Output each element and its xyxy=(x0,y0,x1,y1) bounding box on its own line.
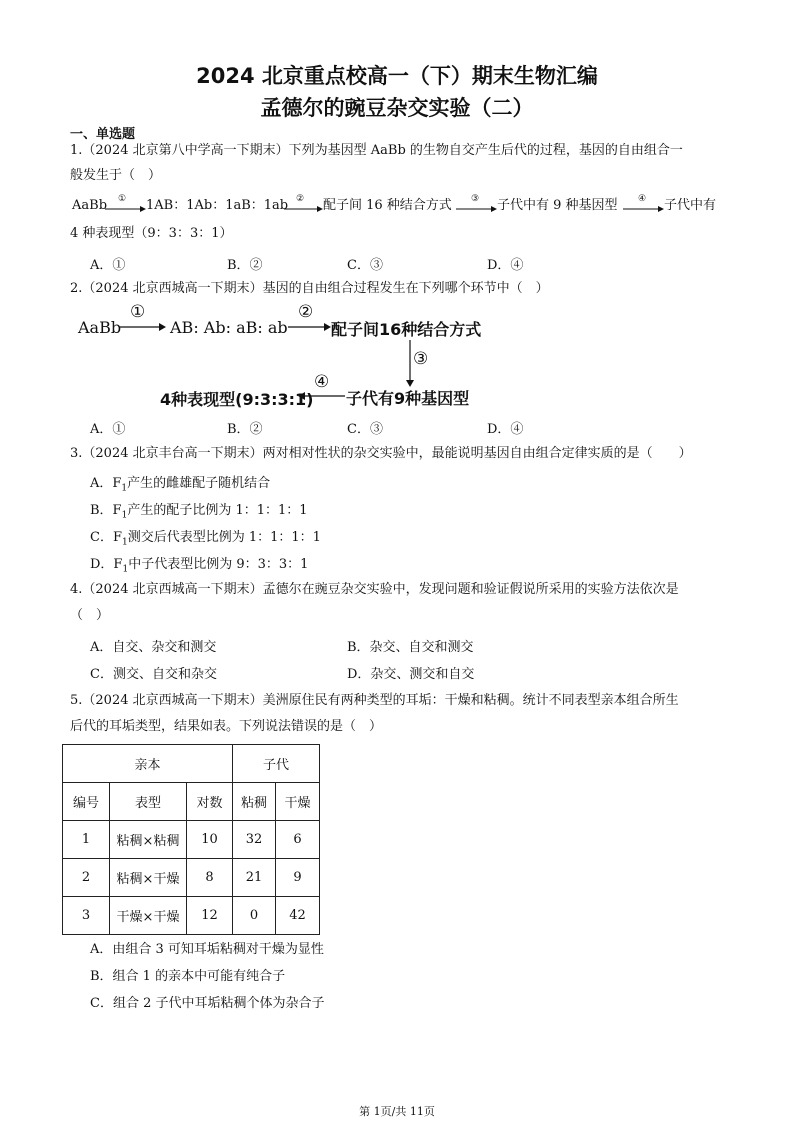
table-cell: 2 xyxy=(63,859,110,897)
table-row xyxy=(63,821,320,859)
q1-flow-phenotypes-head: 子代中有 xyxy=(664,198,717,213)
q2-genotypes: 子代有9种基因型 xyxy=(346,389,470,408)
page-footer: 第 1页/共 11页 xyxy=(359,1105,435,1118)
q1-stem-line2: 般发生于（ ） xyxy=(70,168,162,183)
table-cell: 10 xyxy=(187,821,233,859)
q5-stem-line1: 5.（2024 北京西城高一下期末）美洲原住民有两种类型的耳垢：干燥和粘稠。统计不同表型亲本组合所生 xyxy=(70,693,679,708)
q3-option-c-text: 测交后代表型比例为 1：1：1：1 xyxy=(127,530,321,545)
table-col-header: 干燥 xyxy=(276,783,320,821)
q4-option-d[interactable]: D．杂交、测交和自交 xyxy=(347,667,475,682)
q1-option-b[interactable]: B．② xyxy=(227,258,263,273)
q1-option-d[interactable]: D．④ xyxy=(487,258,524,273)
q3-option-b[interactable] xyxy=(90,499,308,521)
table-cell: 12 xyxy=(187,897,233,935)
table-row xyxy=(63,897,320,935)
table-cell: 6 xyxy=(276,821,320,859)
q3-option-a-prefix: A．F xyxy=(90,476,122,491)
section-heading: 一、单选题 xyxy=(70,127,136,142)
q3-option-a[interactable] xyxy=(90,472,270,494)
q1-step1-mark: ① xyxy=(118,194,127,204)
table-cell: 1 xyxy=(63,821,110,859)
table-cell: 42 xyxy=(276,897,320,935)
table-cell: 8 xyxy=(187,859,233,897)
q3-option-a-sub: 1 xyxy=(121,483,128,494)
table-cell: 0 xyxy=(233,897,276,935)
page-subtitle: 孟德尔的豌豆杂交实验（二） xyxy=(260,96,534,120)
table-cell: 32 xyxy=(233,821,276,859)
q3-option-c-sub: 1 xyxy=(121,537,128,548)
q3-option-b-prefix: B．F xyxy=(90,503,122,518)
q4-option-c[interactable]: C．测交、自交和杂交 xyxy=(90,667,217,682)
q1-option-c[interactable]: C．③ xyxy=(347,258,383,273)
q2-mark-1: ① xyxy=(130,302,146,322)
table-cell: 21 xyxy=(233,859,276,897)
q1-step4-mark: ④ xyxy=(638,194,647,204)
table-cell: 3 xyxy=(63,897,110,935)
q2-mark-4: ④ xyxy=(314,372,330,392)
page-title: 2024 北京重点校高一（下）期末生物汇编 xyxy=(196,64,598,88)
q2-mark-3: ③ xyxy=(413,349,429,369)
q2-parent: AaBb xyxy=(78,318,122,337)
q2-option-c[interactable]: C．③ xyxy=(347,422,383,437)
q4-option-b[interactable]: B．杂交、自交和测交 xyxy=(347,640,474,655)
q1-flow-start: AaBb xyxy=(72,198,108,213)
q5-option-b[interactable]: B．组合 1 的亲本中可能有纯合子 xyxy=(90,969,286,984)
table-group-header-parents: 亲本 xyxy=(63,745,233,783)
q4-stem-line2: （ ） xyxy=(70,608,110,623)
q1-flow-line3: 4 种表现型（9：3：3：1） xyxy=(70,226,233,241)
q5-option-c[interactable]: C．组合 2 子代中耳垢粘稠个体为杂合子 xyxy=(90,996,325,1011)
table-group-header-offspring: 子代 xyxy=(233,745,320,783)
q3-option-c-prefix: C．F xyxy=(90,530,122,545)
q2-gametes: AB: Ab: aB: ab xyxy=(170,318,288,337)
table-header-row xyxy=(63,783,320,821)
q3-option-d-text: 中子代表型比例为 9：3：3：1 xyxy=(128,557,309,572)
q4-stem-line1: 4.（2024 北京西城高一下期末）孟德尔在豌豆杂交实验中，发现问题和验证假说所采用的实验方法依次是 xyxy=(70,582,679,597)
q3-stem: 3.（2024 北京丰台高一下期末）两对相对性状的杂交实验中，最能说明基因自由组合定律实质的是（ ） xyxy=(70,446,692,461)
q5-option-a[interactable]: A．由组合 3 可知耳垢粘稠对干燥为显性 xyxy=(90,942,324,957)
q5-stem-line2: 后代的耳垢类型，结果如表。下列说法错误的是（ ） xyxy=(70,719,383,734)
q5-data-table xyxy=(62,744,320,935)
table-row xyxy=(63,859,320,897)
q2-combos: 配子间16种结合方式 xyxy=(331,320,482,339)
q2-mark-2: ② xyxy=(298,302,314,322)
table-col-header: 对数 xyxy=(187,783,233,821)
q2-option-a[interactable]: A．① xyxy=(90,422,126,437)
q3-option-d-sub: 1 xyxy=(122,564,129,575)
q3-option-b-text: 产生的配子比例为 1：1：1：1 xyxy=(127,503,308,518)
table-group-header-row xyxy=(63,745,320,783)
table-col-header: 粘稠 xyxy=(233,783,276,821)
q1-flow-ratio: 1AB：1Ab：1aB：1ab xyxy=(146,198,289,213)
q3-option-d-prefix: D．F xyxy=(90,557,123,572)
q3-option-b-sub: 1 xyxy=(121,510,128,521)
q2-option-d[interactable]: D．④ xyxy=(487,422,524,437)
table-cell: 干燥×干燥 xyxy=(110,897,187,935)
q1-step2-mark: ② xyxy=(296,194,305,204)
q2-option-b[interactable]: B．② xyxy=(227,422,263,437)
q4-option-a[interactable]: A．自交、杂交和测交 xyxy=(90,640,217,655)
q1-stem-line1: 1.（2024 北京第八中学高一下期末）下列为基因型 AaBb 的生物自交产生后代的过程，基因的自由组合一 xyxy=(70,143,683,158)
q2-stem: 2.（2024 北京西城高一下期末）基因的自由组合过程发生在下列哪个环节中（ ） xyxy=(70,281,549,296)
q1-step3-mark: ③ xyxy=(471,194,480,204)
q2-arrow-1 xyxy=(118,320,166,334)
q2-phenotypes: 4种表现型(9:3:3:1) xyxy=(160,390,314,409)
q2-arrow-2 xyxy=(287,320,331,334)
q1-flow-genotypes: 子代中有 9 种基因型 xyxy=(497,198,618,213)
table-cell: 9 xyxy=(276,859,320,897)
table-col-header: 编号 xyxy=(63,783,110,821)
q3-option-c[interactable] xyxy=(90,526,321,548)
table-col-header: 表型 xyxy=(110,783,187,821)
q3-option-d[interactable] xyxy=(90,553,308,575)
q3-option-a-text: 产生的雌雄配子随机结合 xyxy=(127,476,271,491)
q1-flow-combos: 配子间 16 种结合方式 xyxy=(323,198,452,213)
q1-option-a[interactable]: A．① xyxy=(90,258,126,273)
table-cell: 粘稠×粘稠 xyxy=(110,821,187,859)
table-cell: 粘稠×干燥 xyxy=(110,859,187,897)
